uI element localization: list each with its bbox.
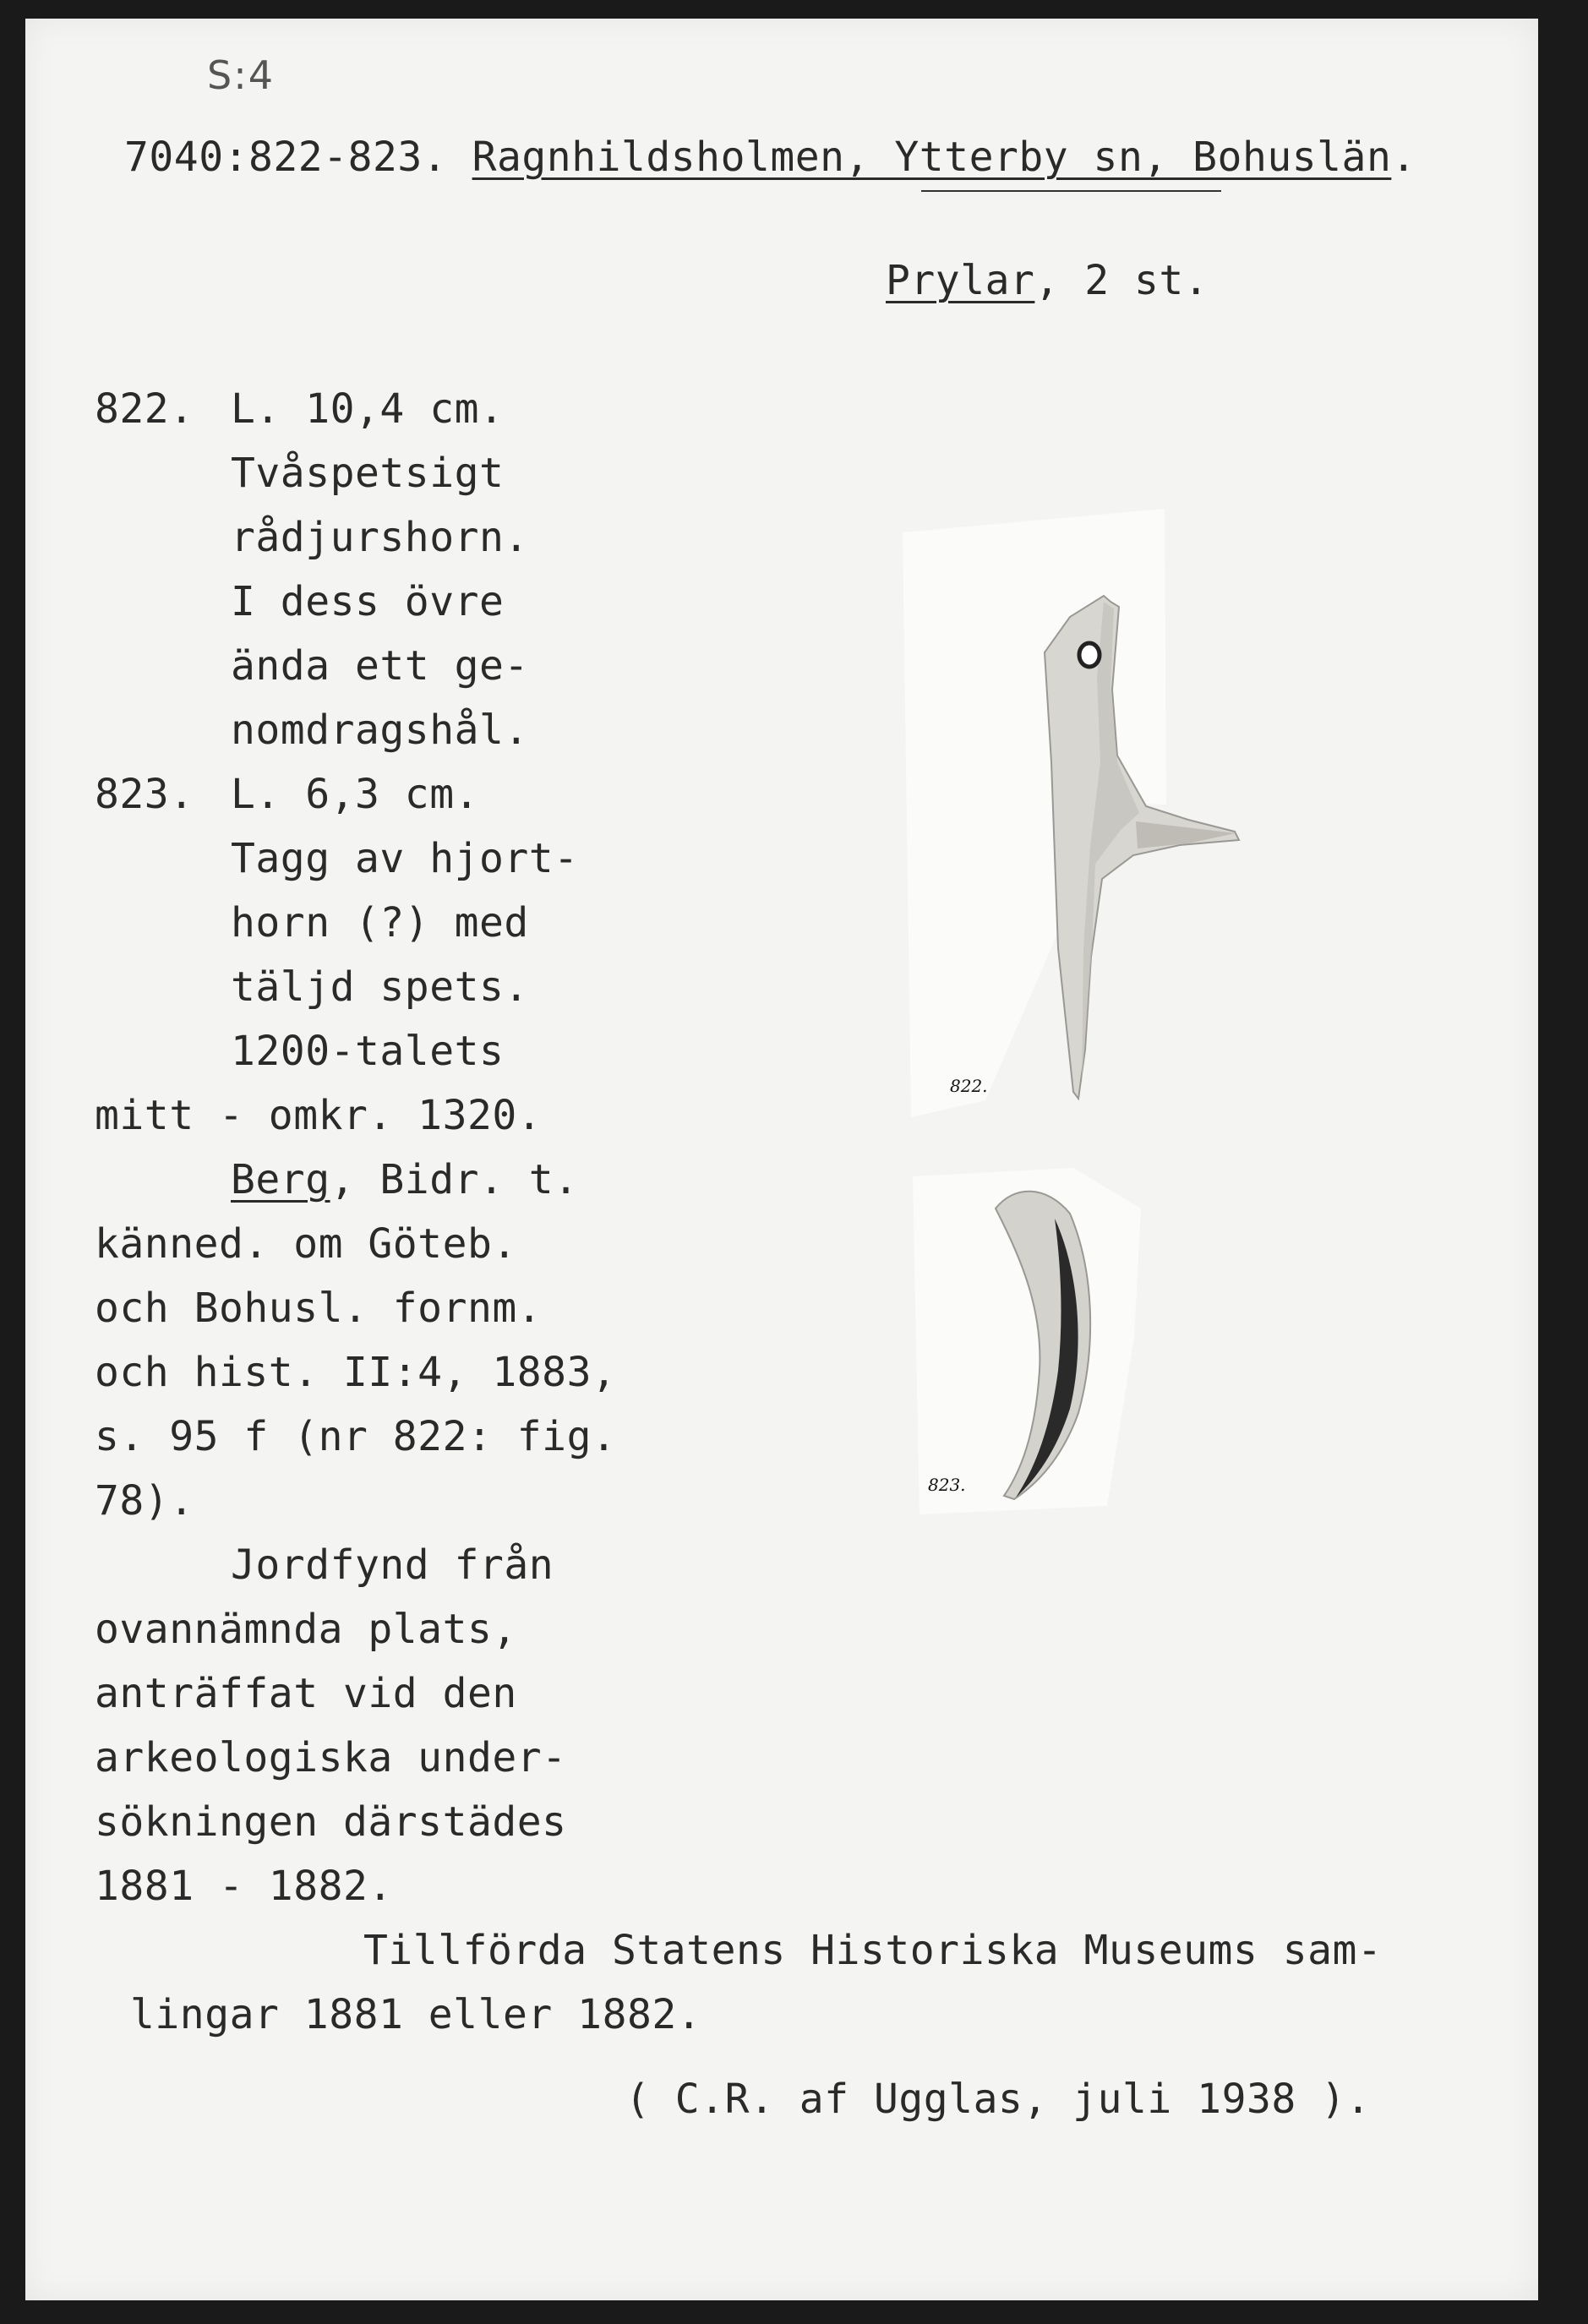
find-line: anträffat vid den	[95, 1670, 517, 1717]
item-823-line: Tagg av hjort-	[231, 835, 579, 882]
reference-line: s. 95 f (nr 822: fig.	[95, 1413, 617, 1460]
item-822-line: L. 10,4 cm.	[231, 385, 505, 433]
dating-line: mitt - omkr. 1320.	[95, 1092, 543, 1139]
header-underline-stroke	[921, 190, 1221, 192]
item-822-number: 822.	[95, 385, 194, 433]
acquisition-line: lingar 1881 eller 1882.	[130, 1991, 702, 2038]
reference-first-line: Berg, Bidr. t.	[231, 1156, 579, 1203]
antler-822-image	[901, 509, 1307, 1126]
reference-line: och Bohusl. fornm.	[95, 1285, 543, 1332]
photo-822-label: 822.	[950, 1076, 988, 1096]
find-line: arkeologiska under-	[95, 1734, 567, 1781]
catalog-card	[25, 19, 1538, 2300]
find-line: sökningen därstädes	[95, 1798, 567, 1846]
item-822-line: nomdragshål.	[231, 706, 529, 754]
find-location: Ragnhildsholmen, Ytterby sn, Bohuslän	[472, 134, 1392, 181]
signature: ( C.R. af Ugglas, juli 1938 ).	[625, 2076, 1371, 2123]
reference-author: Berg	[231, 1156, 330, 1203]
photo-823	[913, 1168, 1141, 1523]
item-823-line: 1200-talets	[231, 1028, 505, 1075]
item-823-line: L. 6,3 cm.	[231, 771, 479, 818]
find-line: 1881 - 1882.	[95, 1863, 393, 1910]
item-822-line: I dess övre	[231, 578, 505, 625]
object-type: Prylar	[886, 257, 1035, 304]
item-822-line: ända ett ge-	[231, 642, 529, 690]
item-822-line: Tvåspetsigt	[231, 450, 505, 497]
item-823-line: täljd spets.	[231, 963, 529, 1011]
find-line: Jordfynd från	[231, 1541, 554, 1589]
acquisition-line: Tillförda Statens Historiska Museums sam-	[363, 1927, 1383, 1974]
object-count: , 2 st.	[1034, 257, 1209, 304]
reference-line: känned. om Göteb.	[95, 1220, 517, 1268]
item-823-line: horn (?) med	[231, 899, 529, 947]
object-type-line	[886, 257, 1209, 304]
antler-823-image	[913, 1168, 1141, 1523]
item-823-number: 823.	[95, 771, 194, 818]
item-822-line: rådjurshorn.	[231, 514, 529, 561]
photo-822	[901, 509, 1307, 1126]
inventory-number: 7040:822-823.	[124, 134, 448, 181]
photo-823-label: 823.	[928, 1475, 966, 1495]
reference-line: 78).	[95, 1477, 194, 1525]
handwritten-code: S:4	[207, 52, 275, 98]
find-line: ovannämnda plats,	[95, 1606, 517, 1653]
reference-line: och hist. II:4, 1883,	[95, 1349, 617, 1396]
header-line: 7040:822-823. Ragnhildsholmen, Ytterby sn, Bohuslän.	[124, 134, 1416, 181]
